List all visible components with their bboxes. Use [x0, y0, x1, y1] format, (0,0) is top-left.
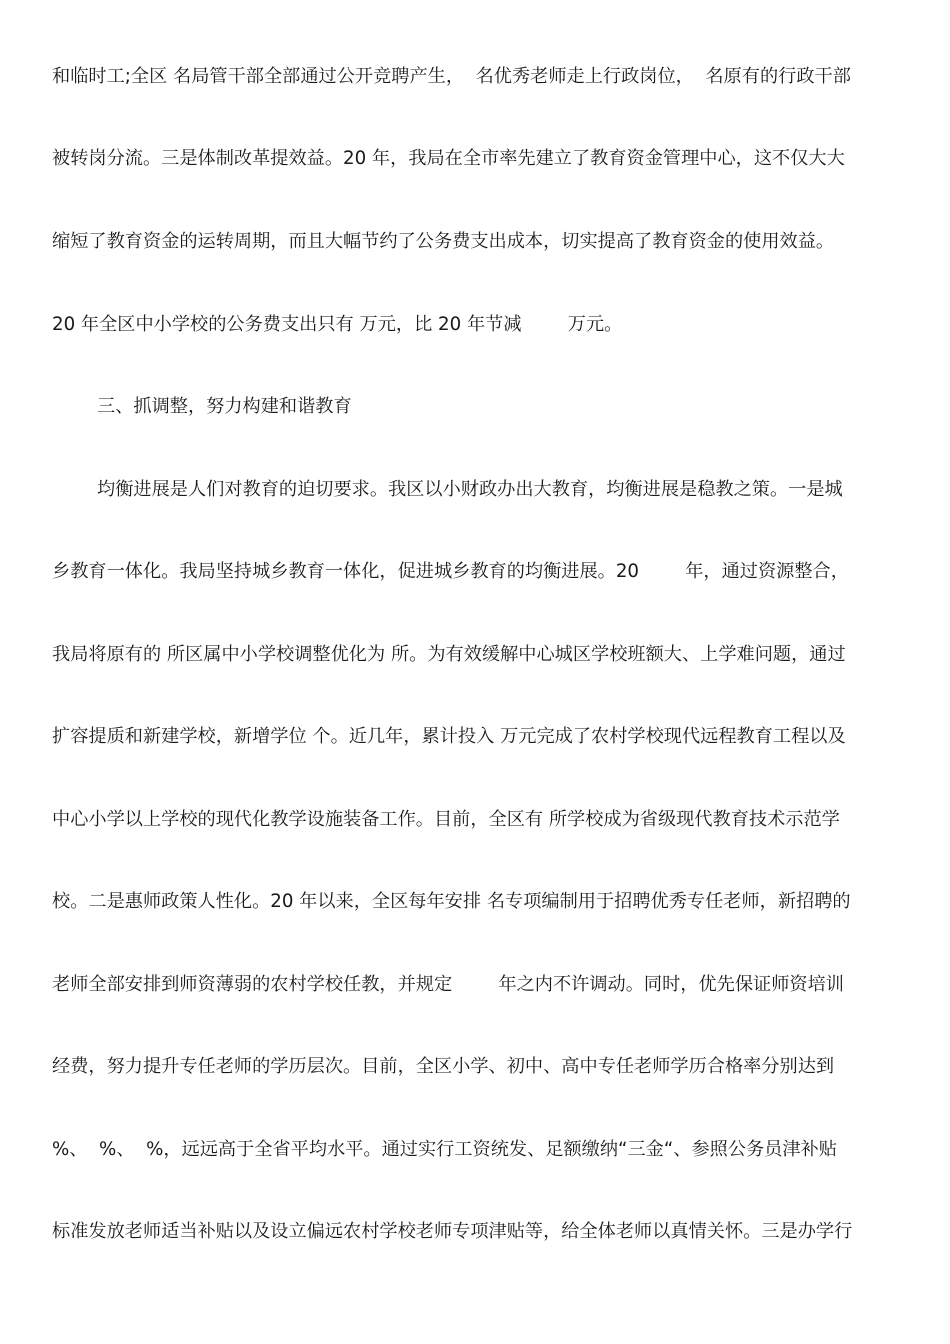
paragraph-line: 乡教育一体化。我局坚持城乡教育一体化，促进城乡教育的均衡进展。20 年，通过资源整合， — [52, 561, 849, 582]
paragraph-line: 扩容提质和新建学校，新增学位 个。近几年，累计投入 万元完成了农村学校现代远程教育工程以及 — [52, 726, 846, 747]
section-heading: 三、抓调整，努力构建和谐教育 — [97, 396, 352, 417]
paragraph-line: 我局将原有的 所区属中小学校调整优化为 所。为有效缓解中心城区学校班额大、上学难问题，通过 — [52, 644, 846, 665]
paragraph-line: 老师全部安排到师资薄弱的农村学校任教，并规定 年之内不许调动。同时，优先保证师资培训 — [52, 974, 844, 995]
paragraph-line: 被转岗分流。三是体制改革提效益。20 年，我局在全市率先建立了教育资金管理中心，这不仅大大 — [52, 148, 845, 169]
paragraph-line: 和临时工;全区 名局管干部全部通过公开竞聘产生， 名优秀老师走上行政岗位， 名原有的行政干部 — [52, 66, 851, 87]
paragraph-line: 均衡进展是人们对教育的迫切要求。我区以小财政办出大教育，均衡进展是稳教之策。一是城 — [97, 479, 843, 500]
paragraph-line: 校。二是惠师政策人性化。20 年以来，全区每年安排 名专项编制用于招聘优秀专任老师，新招聘的 — [52, 891, 851, 912]
paragraph-line: 标准发放老师适当补贴以及设立偏远农村学校老师专项津贴等，给全体老师以真情关怀。三是办学行 — [52, 1221, 853, 1242]
paragraph-line: 20 年全区中小学校的公务费支出只有 万元，比 20 年节减 万元。 — [52, 314, 623, 335]
paragraph-line: 中心小学以上学校的现代化教学设施装备工作。目前，全区有 所学校成为省级现代教育技术示范学 — [52, 809, 840, 830]
paragraph-line: 经费，努力提升专任老师的学历层次。目前，全区小学、初中、高中专任老师学历合格率分别达到 — [52, 1056, 835, 1077]
paragraph-line: %、 %、 %，远远高于全省平均水平。通过实行工资统发、足额缴纳“三金“、参照公务员津补贴 — [52, 1139, 837, 1160]
paragraph-line: 缩短了教育资金的运转周期，而且大幅节约了公务费支出成本，切实提高了教育资金的使用效益。 — [52, 231, 835, 252]
